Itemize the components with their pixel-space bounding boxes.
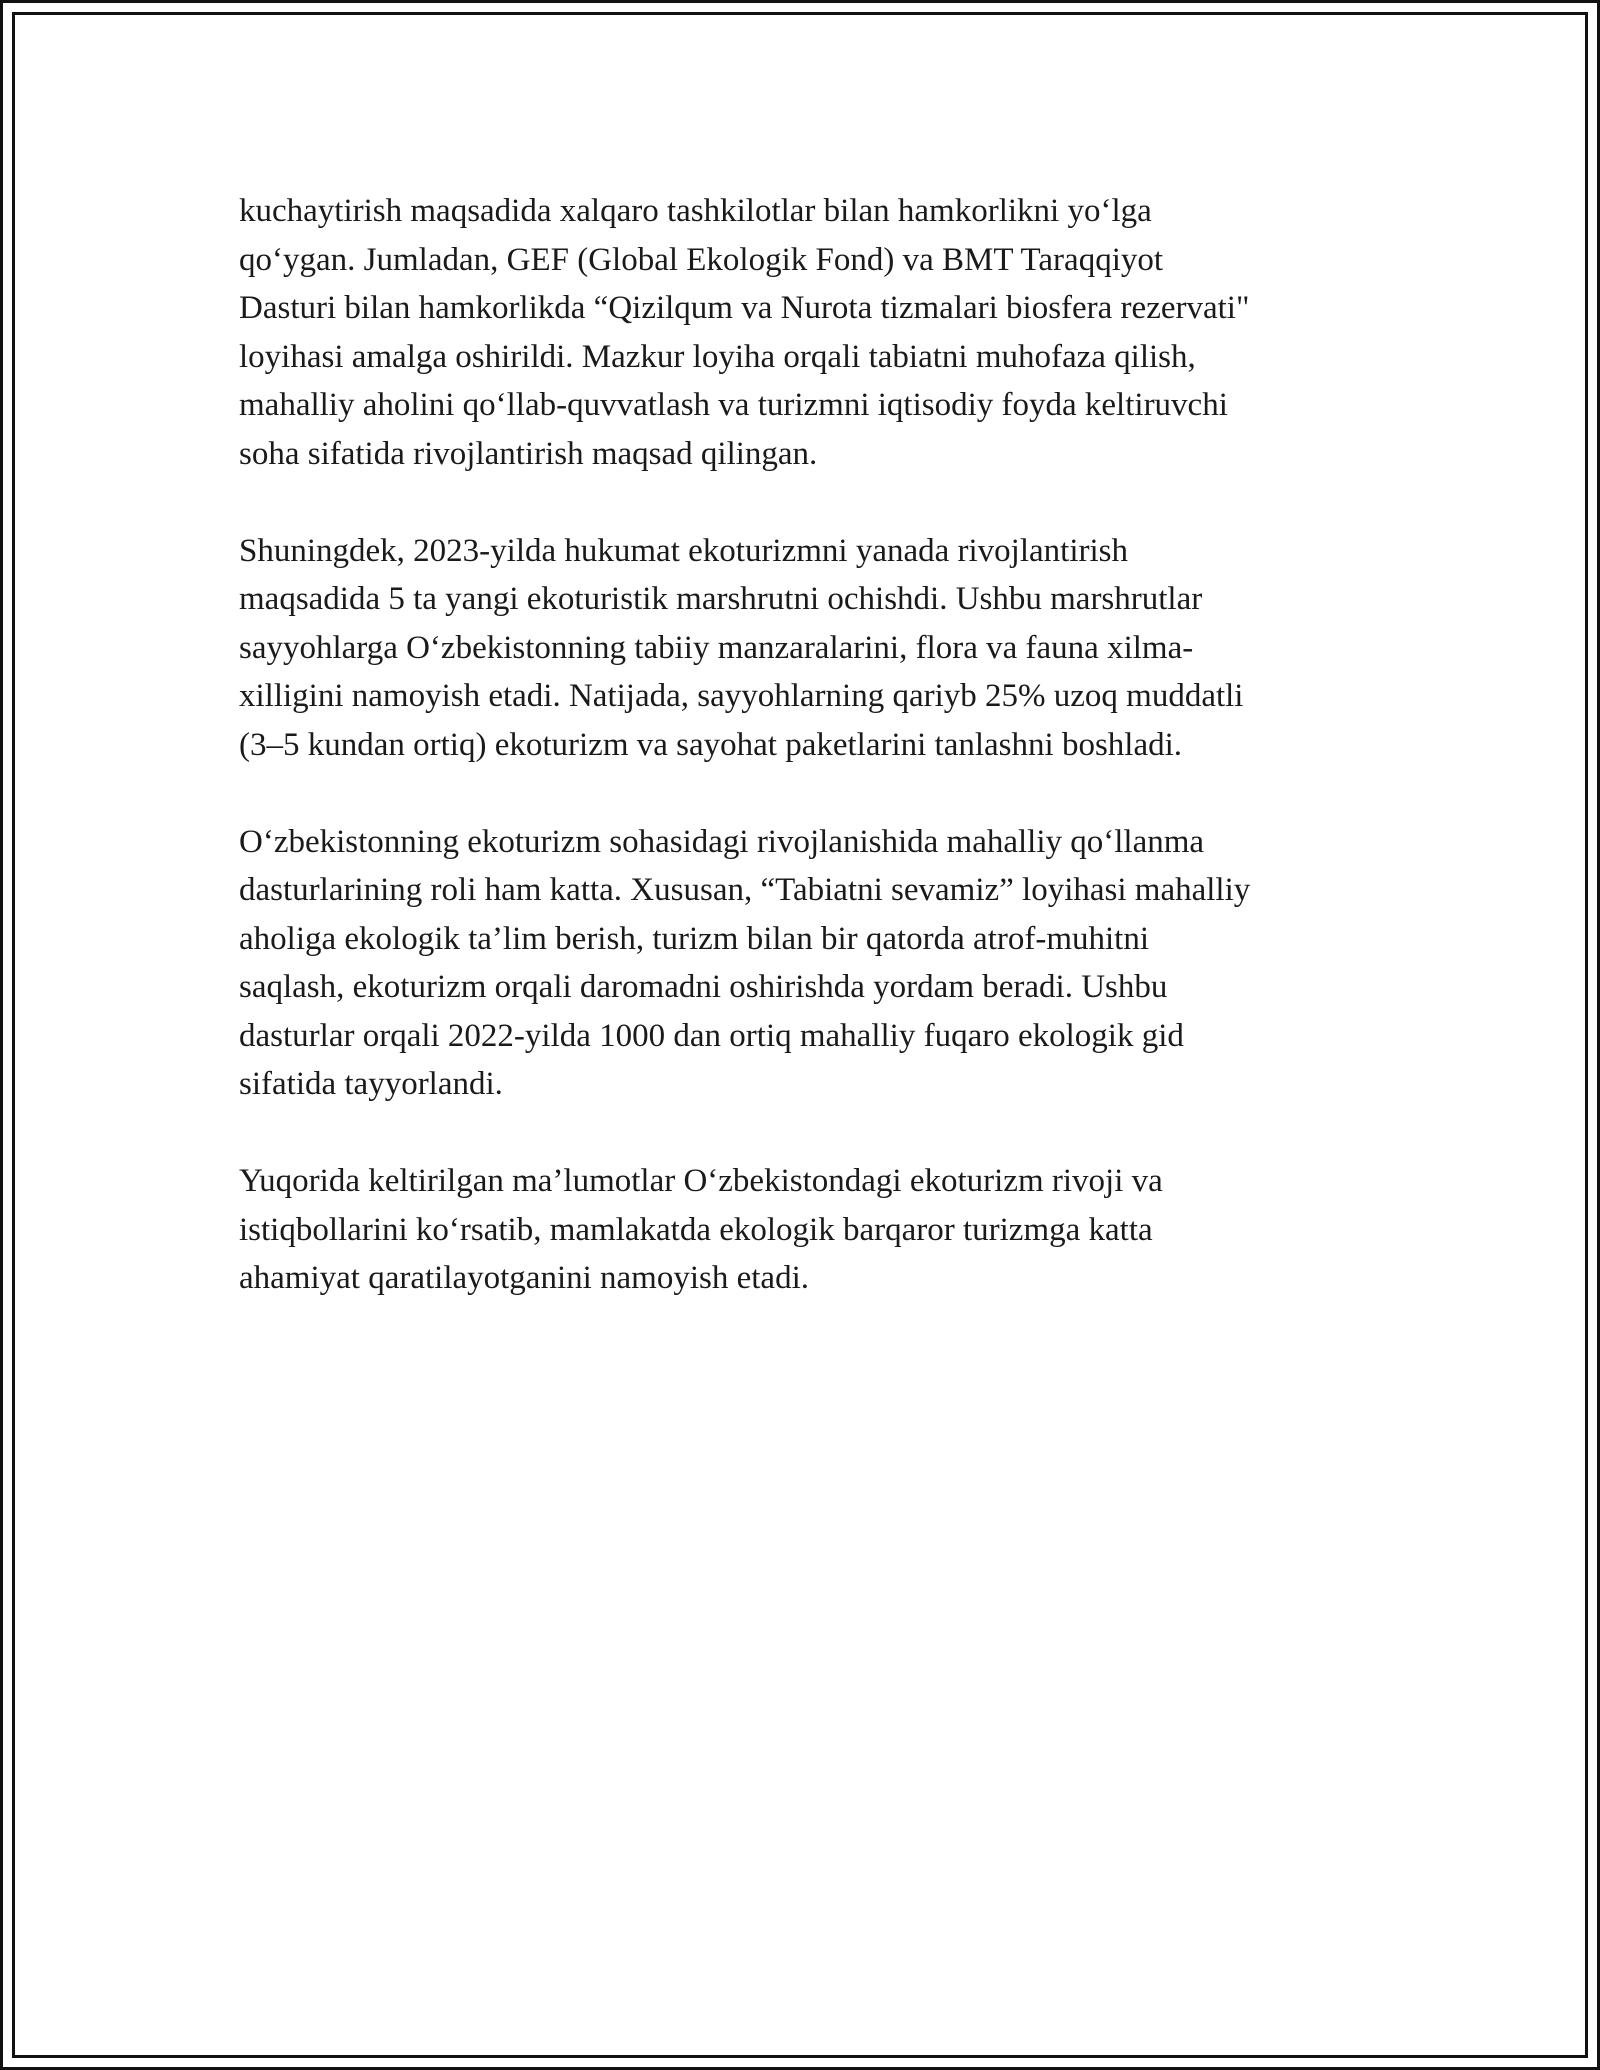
text-line: istiqbollarini ko‘rsatib, mamlakatda ekologik barqaror turizmga katta — [239, 1211, 1153, 1248]
text-line: saqlash, ekoturizm orqali daromadni oshirishda yordam beradi. Ushbu — [239, 969, 1168, 1005]
text-line: sayyohlarga O‘zbekistonning tabiiy manzaralarini, flora va fauna xilma- — [239, 629, 1194, 666]
text-line: (3–5 kundan ortiq) ekoturizm va sayohat paketlarini tanlashni boshladi. — [239, 726, 1183, 763]
text-line: Dasturi bilan hamkorlikda “Qizilqum va Nurota tizmalari biosfera rezervati" — [239, 290, 1250, 326]
text-line: Shuningdek, 2023-yilda hukumat ekoturizmni yanada rivojlantirish — [239, 532, 1129, 569]
document-body — [239, 187, 1369, 1351]
paragraph-conclusion — [239, 1157, 1369, 1303]
text-line: Yuqorida keltirilgan ma’lumotlar O‘zbekistondagi ekoturizm rivoji va — [239, 1163, 1163, 1199]
text-line: xilligini namoyish etadi. Natijada, sayyohlarning qariyb 25% uzoq muddatli — [239, 678, 1244, 714]
text-line: qo‘ygan. Jumladan, GEF (Global Ekologik Fond) va BMT Taraqqiyot — [239, 241, 1164, 278]
text-line: O‘zbekistonning ekoturizm sohasidagi rivojlanishida mahalliy qo‘llanma — [239, 823, 1205, 860]
text-line: loyihasi amalga oshirildi. Mazkur loyiha orqali tabiatni muhofaza qilish, — [239, 338, 1196, 375]
paragraph-new-routes — [239, 527, 1369, 770]
text-line: aholiga ekologik ta’lim berish, turizm bilan bir qatorda atrof-muhitni — [239, 920, 1150, 957]
paragraph-international-cooperation — [239, 187, 1369, 478]
text-line: dasturlarining roli ham katta. Xususan, “Tabiatni sevamiz” loyihasi mahalliy — [239, 872, 1251, 908]
text-line: kuchaytirish maqsadida xalqaro tashkilotlar bilan hamkorlikni yo‘lga — [239, 193, 1152, 229]
text-line: ahamiyat qaratilayotganini namoyish etadi. — [239, 1260, 809, 1296]
text-line: maqsadida 5 ta yangi ekoturistik marshrutni ochishdi. Ushbu marshrutlar — [239, 581, 1203, 617]
text-line: sifatida tayyorlandi. — [239, 1066, 503, 1102]
text-line: mahalliy aholini qo‘llab-quvvatlash va turizmni iqtisodiy foyda keltiruvchi — [239, 387, 1228, 423]
paragraph-local-programs — [239, 818, 1369, 1109]
text-line: dasturlar orqali 2022-yilda 1000 dan ortiq mahalliy fuqaro ekologik gid — [239, 1017, 1184, 1054]
text-line: soha sifatida rivojlantirish maqsad qilingan. — [239, 435, 818, 472]
